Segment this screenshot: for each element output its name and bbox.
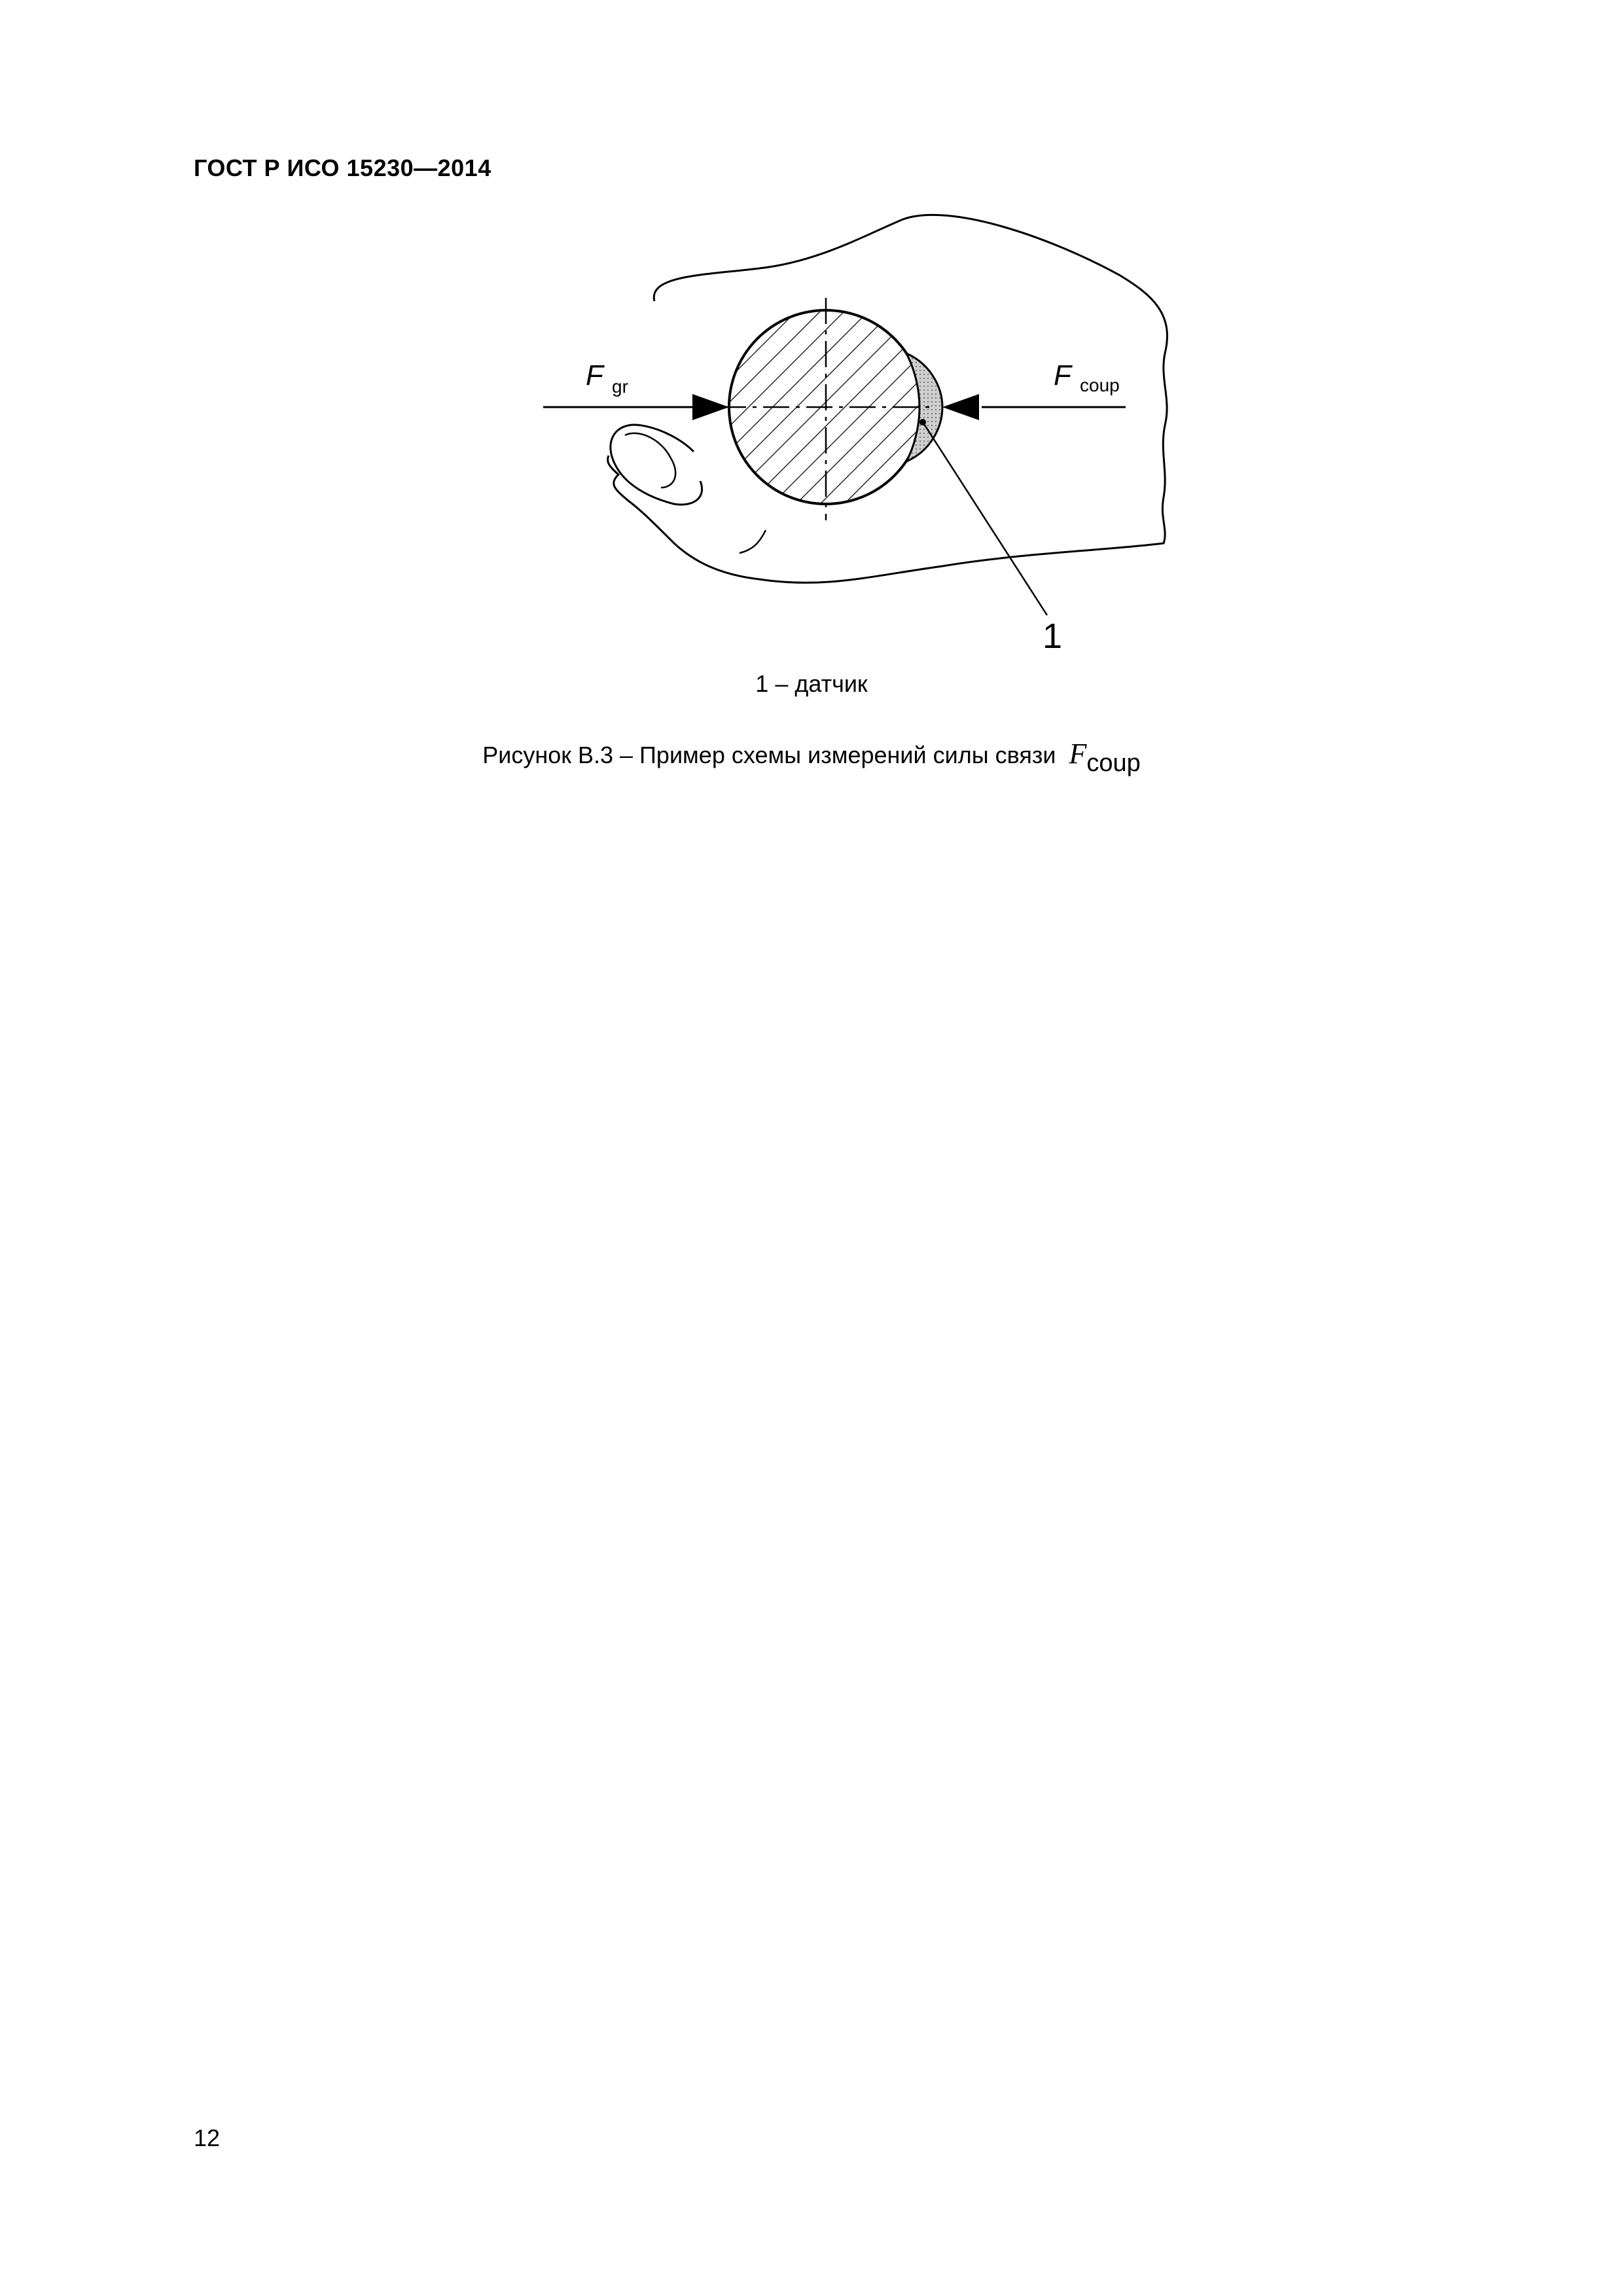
document-header: ГОСТ Р ИСО 15230—2014 — [194, 154, 491, 181]
page-number: 12 — [194, 2125, 221, 2151]
thumb-outline — [611, 425, 702, 505]
callout-leader — [924, 424, 1047, 615]
figure-b3 — [0, 0, 1623, 720]
caption-symbol-subscript: coup — [1086, 749, 1141, 777]
f-gr-arrowhead — [692, 394, 729, 420]
figure-legend: 1 – датчик — [755, 670, 868, 697]
hand-grip-diagram — [0, 0, 1623, 720]
finger-crease — [740, 530, 766, 553]
figure-caption — [0, 737, 1623, 777]
f-coup-subscript: coup — [1080, 375, 1120, 395]
thumb-nail — [625, 433, 675, 488]
figure-caption-text: Рисунок В.3 – Пример схемы измерений силы связи — [482, 742, 1056, 768]
f-gr-subscript: gr — [612, 376, 628, 397]
f-coup-label: F — [1054, 359, 1071, 391]
callout-number: 1 — [1043, 617, 1063, 656]
caption-symbol: F — [1069, 738, 1087, 770]
f-coup-arrowhead — [942, 394, 979, 420]
f-gr-label: F — [586, 359, 603, 391]
